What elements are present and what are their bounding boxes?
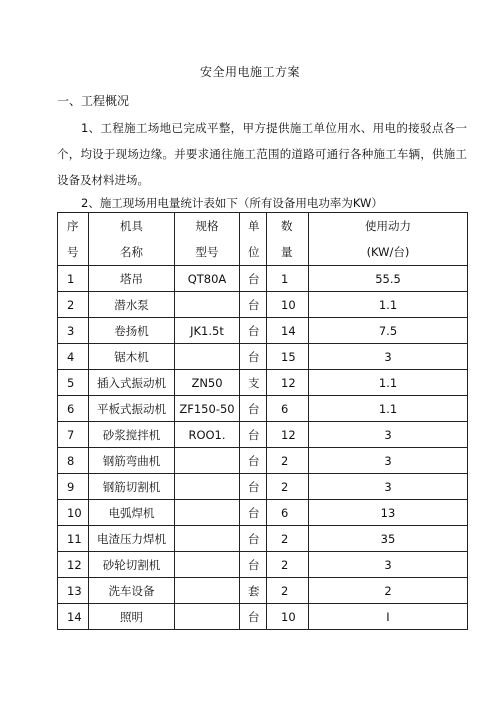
table-row [58,266,468,292]
cell-name: 锯木机 [89,344,175,370]
cell-unit: 台 [240,604,267,630]
cell-qty: 2 [267,552,309,578]
cell-unit: 台 [240,526,267,552]
cell-unit: 台 [240,448,267,474]
cell-unit: 台 [240,474,267,500]
cell-seq: 2 [58,292,89,318]
cell-spec [175,344,240,370]
cell-spec [175,552,240,578]
cell-spec: JK1.5t [175,318,240,344]
header-unit: 单 位 [240,213,267,266]
header-spec: 规格 型号 [175,213,240,266]
table-row [58,318,468,344]
cell-spec [175,292,240,318]
cell-name: 潜水泵 [89,292,175,318]
cell-seq: 13 [58,578,89,604]
table-row [58,500,468,526]
cell-spec: ROO1. [175,422,240,448]
table-row [58,396,468,422]
table-row [58,448,468,474]
cell-unit: 台 [240,318,267,344]
paragraph-table-intro: 2、施工现场用电量统计表如下（所有设备用电功率为KW） [81,196,383,210]
cell-spec [175,578,240,604]
cell-name: 塔吊 [89,266,175,292]
header-name: 机具 名称 [89,213,175,266]
cell-power: 3 [309,474,468,500]
cell-qty: 6 [267,396,309,422]
cell-unit: 支 [240,370,267,396]
cell-qty: 12 [267,422,309,448]
cell-seq: 12 [58,552,89,578]
cell-spec [175,474,240,500]
cell-seq: 1 [58,266,89,292]
cell-power: 3 [309,448,468,474]
cell-name: 洗车设备 [89,578,175,604]
table-row [58,526,468,552]
cell-power: 3 [309,552,468,578]
cell-power: 1.1 [309,370,468,396]
cell-seq: 3 [58,318,89,344]
cell-power: 35 [309,526,468,552]
cell-qty: 15 [267,344,309,370]
cell-name: 砂浆搅拌机 [89,422,175,448]
header-seq: 序 号 [58,213,89,266]
cell-seq: 10 [58,500,89,526]
cell-qty: 14 [267,318,309,344]
paragraph-site-conditions: 1、工程施工场地已完成平整，甲方提供施工单位用水、用电的接驳点各一个，均设于现场边缘。并要求通往施工范围的道路可通行各种施工车辆，供施工设备及材料进场。 [57,121,467,187]
cell-power: 7.5 [309,318,468,344]
cell-power: 2 [309,578,468,604]
table-row [58,370,468,396]
cell-unit: 台 [240,266,267,292]
table-row [58,578,468,604]
cell-unit: 台 [240,552,267,578]
cell-qty: 2 [267,526,309,552]
cell-name: 插入式振动机 [89,370,175,396]
cell-qty: 2 [267,448,309,474]
cell-name: 卷扬机 [89,318,175,344]
cell-seq: 8 [58,448,89,474]
cell-power: 1.1 [309,396,468,422]
cell-power: 55.5 [309,266,468,292]
table-row [58,604,468,630]
cell-spec: ZF150-50 [175,396,240,422]
cell-name: 平板式振动机 [89,396,175,422]
table-row [58,422,468,448]
cell-unit: 台 [240,292,267,318]
power-usage-table [57,212,468,630]
cell-power: I [309,604,468,630]
cell-qty: 2 [267,474,309,500]
cell-qty: 10 [267,292,309,318]
cell-unit: 台 [240,396,267,422]
cell-power: 1.1 [309,292,468,318]
table-row [58,552,468,578]
document-title: 安全用电施工方案 [199,65,300,79]
header-power: 使用动力 (KW/台) [309,213,468,266]
cell-seq: 5 [58,370,89,396]
cell-seq: 6 [58,396,89,422]
header-qty: 数 量 [267,213,309,266]
cell-spec [175,500,240,526]
cell-power: 3 [309,422,468,448]
cell-qty: 6 [267,500,309,526]
cell-qty: 10 [267,604,309,630]
cell-spec [175,604,240,630]
cell-seq: 11 [58,526,89,552]
cell-unit: 套 [240,578,267,604]
cell-seq: 7 [58,422,89,448]
table-row [58,344,468,370]
cell-power: 13 [309,500,468,526]
table-header-row [58,213,468,266]
cell-spec: ZN50 [175,370,240,396]
section-heading-overview: 一、工程概况 [57,94,130,108]
cell-name: 电渣压力焊机 [89,526,175,552]
cell-unit: 台 [240,344,267,370]
cell-name: 砂轮切割机 [89,552,175,578]
cell-name: 电弧焊机 [89,500,175,526]
cell-power: 3 [309,344,468,370]
cell-unit: 台 [240,500,267,526]
cell-spec [175,448,240,474]
cell-seq: 4 [58,344,89,370]
cell-qty: 12 [267,370,309,396]
cell-name: 钢筋弯曲机 [89,448,175,474]
table-row [58,292,468,318]
cell-spec [175,526,240,552]
cell-spec: QT80A [175,266,240,292]
cell-name: 钢筋切割机 [89,474,175,500]
cell-unit: 台 [240,422,267,448]
table-row [58,474,468,500]
cell-qty: 2 [267,578,309,604]
cell-name: 照明 [89,604,175,630]
cell-qty: 1 [267,266,309,292]
cell-seq: 14 [58,604,89,630]
cell-seq: 9 [58,474,89,500]
